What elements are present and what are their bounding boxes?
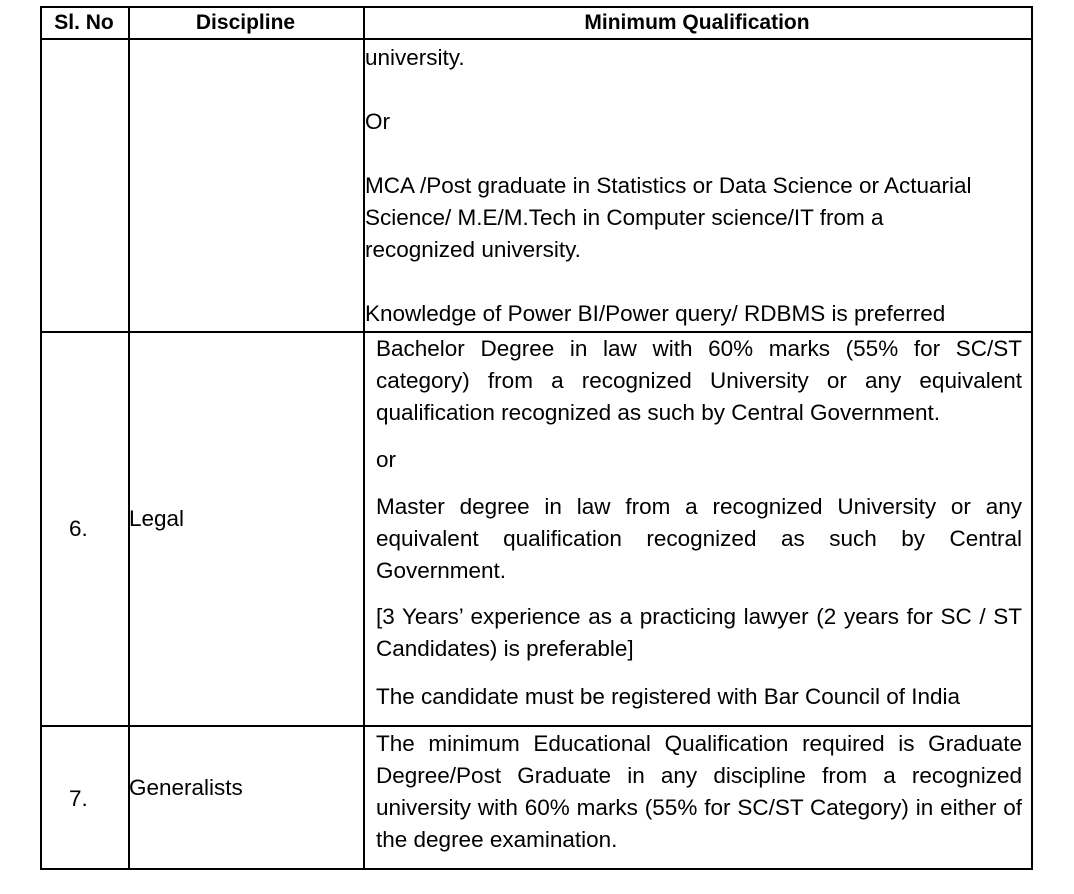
row-legal-or: or (376, 447, 397, 472)
row-legal-para-bachelor: Bachelor Degree in law with 60% marks (55% for SC/ST category) from a recognized University or any equivalent qualification recognized as such by Central Government. (376, 336, 1022, 425)
header-minimum-qualification: Minimum Qualification (584, 11, 810, 34)
continued-line-recognized: recognized university. (365, 237, 581, 262)
continued-line-university: university. (365, 45, 465, 70)
continued-line-knowledge: Knowledge of Power BI/Power query/ RDBMS is preferred (365, 301, 946, 326)
continued-line-science: Science/ M.E/M.Tech in Computer science/IT from a (365, 205, 884, 230)
table-border-right (1031, 6, 1033, 870)
qualification-table (40, 6, 1033, 870)
row-generalists-para: The minimum Educational Qualification required is Graduate Degree/Post Graduate in any discipline from a recognized university with 60% marks (55% for SC/ST Category) in either of the degree examination. (376, 731, 1022, 852)
row-legal-para-bar-council: The candidate must be registered with Bar Council of India (376, 684, 961, 709)
row-legal-sl-no: 6. (69, 516, 88, 541)
row-legal-discipline: Legal (129, 506, 185, 531)
header-sl-no: Sl. No (54, 11, 114, 34)
column-divider-1 (128, 6, 130, 870)
continued-line-mca: MCA /Post graduate in Statistics or Data Science or Actuarial (365, 173, 972, 198)
row-legal-para-master: Master degree in law from a recognized University or any equivalent qualification recognized as such by Central Government. (376, 494, 1022, 583)
row-generalists-discipline: Generalists (129, 775, 243, 800)
table-border-left (40, 6, 42, 870)
header-discipline: Discipline (195, 11, 296, 34)
row-legal-para-experience: [3 Years’ experience as a practicing lawyer (2 years for SC / ST Candidates) is preferable] (376, 604, 1022, 661)
table-border-bottom (40, 868, 1033, 870)
continued-line-or: Or (365, 109, 390, 134)
row-divider-2 (40, 725, 1033, 727)
row-generalists-sl-no: 7. (69, 786, 88, 811)
